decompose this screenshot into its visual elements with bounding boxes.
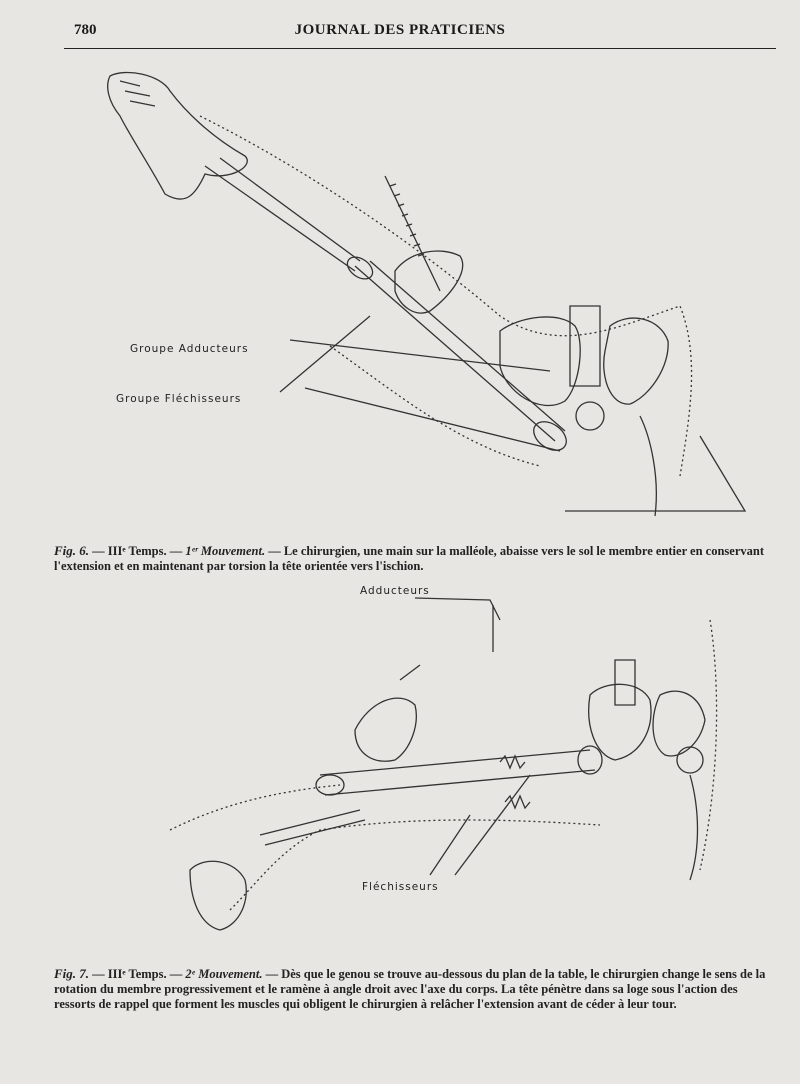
fig-7-movement: 2ᵉ Mouvement. <box>185 967 263 981</box>
figure-6-caption <box>54 543 776 574</box>
tibia-drawing <box>260 810 365 845</box>
fig-7-label: Fig. 7. <box>54 966 90 981</box>
figure-7-caption <box>54 966 776 1012</box>
fig-6-label: Fig. 6. <box>54 543 90 558</box>
fig-7-temps: — IIIᵉ Temps. — <box>92 967 183 981</box>
figure-7-illustration <box>0 580 800 965</box>
figure-6-illustration <box>0 56 800 536</box>
pelvis-drawing <box>589 684 651 760</box>
fig-6-text: — Le chirurgien, une main sur la malléole, abaisse vers le sol le membre entier en conservant l'extension et en maintenant par torsion la tête orientée vers l'ischion. <box>54 544 764 573</box>
adductors-label: Adducteurs <box>360 585 430 597</box>
hand-drawing <box>395 251 463 313</box>
page-header <box>0 0 800 52</box>
flexors-label: Groupe Fléchisseurs <box>116 393 242 405</box>
hand-drawing <box>190 861 246 930</box>
femur-drawing <box>320 750 595 795</box>
journal-title: JOURNAL DES PRATICIENS <box>294 22 506 38</box>
fig-6-temps: — IIIᵉ Temps. — <box>92 544 183 558</box>
fig-7-text: — Dès que le genou se trouve au-dessous du plan de la table, le chirurgien change le sens de la rotation du membre progressivement et le ramène à angle droit avec l'axe du corps. La tête pénètre dans sa loge sous l'action des ressorts de rappel que forment les muscles qui obligent le chirurgien à relâcher l'extension avant de céder à leur tour. <box>54 967 766 1011</box>
hand-drawing <box>355 698 416 761</box>
pelvis-drawing <box>500 317 580 406</box>
fig-6-movement: 1ᵉʳ Mouvement. <box>185 544 266 558</box>
flexors-label: Fléchisseurs <box>362 881 439 893</box>
header-rule <box>64 48 776 49</box>
adductors-label: Groupe Adducteurs <box>130 343 249 355</box>
page-number: 780 <box>74 22 97 38</box>
